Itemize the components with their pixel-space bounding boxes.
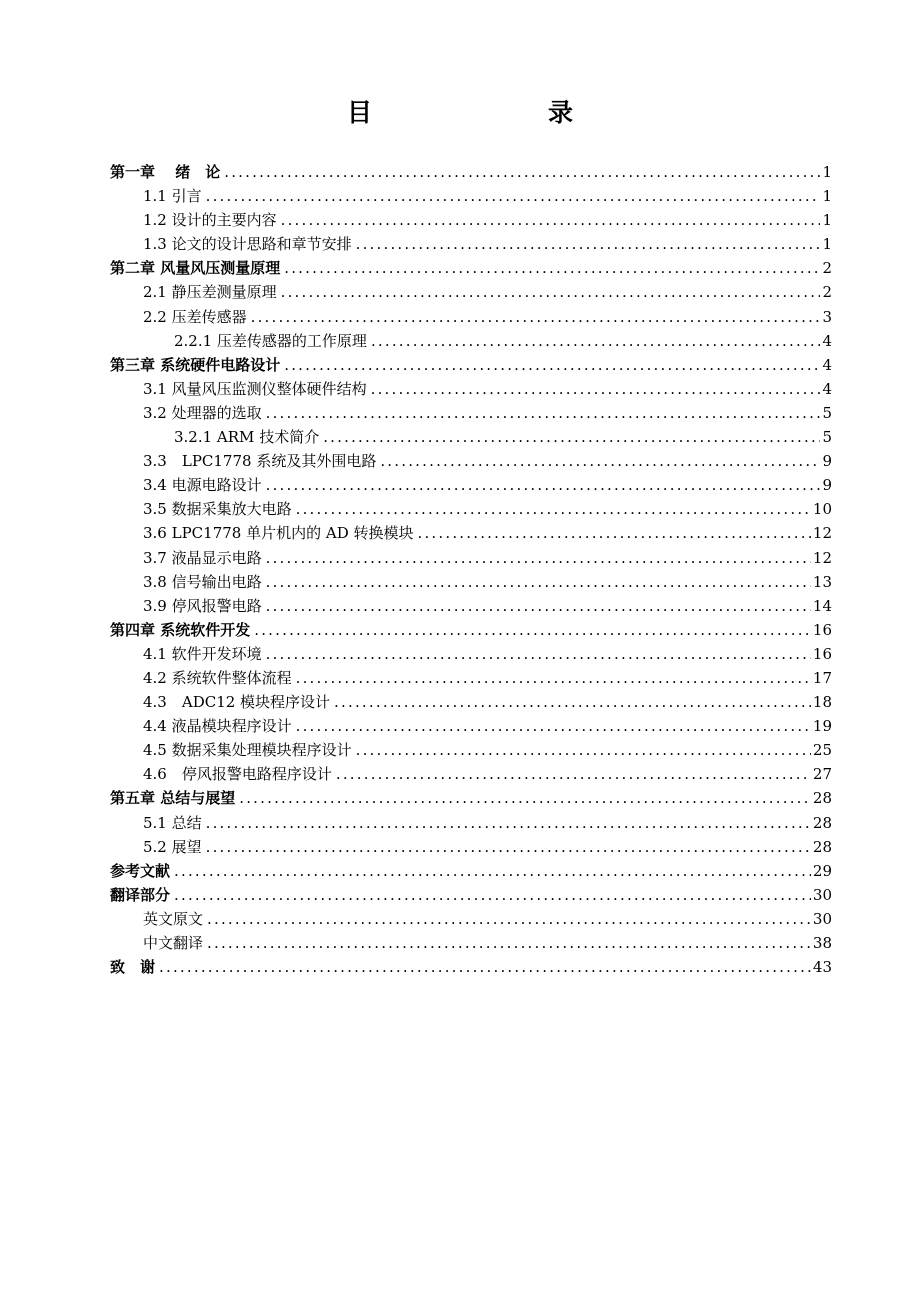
toc-section-entry[interactable]: [110, 184, 832, 208]
toc-entry-label: 1.1 引言: [143, 187, 202, 206]
toc-page-number: 14: [812, 596, 832, 615]
toc-page-number: 4: [822, 355, 832, 374]
toc-section-entry[interactable]: [110, 425, 832, 449]
toc-section-entry[interactable]: [110, 907, 832, 931]
toc-page-number: 30: [812, 909, 832, 928]
toc-chapter-entry[interactable]: [110, 955, 832, 979]
toc-entry-label: 4.1 软件开发环境: [143, 644, 262, 663]
toc-page-number: 28: [812, 789, 832, 808]
toc-section-entry[interactable]: [110, 497, 832, 521]
toc-page-number: 38: [812, 934, 832, 952]
toc-entry-label: 3.3 LPC1778 系统及其外围电路: [143, 452, 377, 471]
dot-leader: [266, 642, 811, 666]
dot-leader: [296, 497, 811, 521]
toc-page-number: 12: [812, 524, 832, 543]
toc-section-entry[interactable]: [110, 594, 832, 618]
toc-page-number: 16: [812, 644, 832, 663]
toc-section-entry[interactable]: [110, 835, 832, 859]
toc-entry-label: 3.5 数据采集放大电路: [143, 500, 292, 519]
toc-entry-label: 5.2 展望: [143, 837, 202, 856]
toc-section-entry[interactable]: [110, 642, 832, 666]
toc-page-number: 3: [822, 307, 832, 326]
toc-page-number: 5: [822, 428, 832, 447]
toc-entry-label: 3.9 停风报警电路: [143, 596, 262, 615]
toc-section-entry[interactable]: [110, 208, 832, 232]
dot-leader: [281, 280, 821, 304]
toc-section-entry[interactable]: [110, 232, 832, 256]
toc-entry-label: 2.1 静压差测量原理: [143, 283, 277, 302]
dot-leader: [224, 160, 820, 184]
toc-page-number: 16: [812, 620, 832, 639]
toc-section-entry[interactable]: [110, 546, 832, 570]
dot-leader: [380, 449, 820, 473]
dot-leader: [334, 690, 811, 714]
toc-entry-label: 3.6 LPC1778 单片机内的 AD 转换模块: [143, 524, 414, 543]
toc-page-number: 28: [812, 837, 832, 856]
toc-page-number: 9: [822, 452, 832, 471]
toc-entry-label: 3.7 液晶显示电路: [143, 548, 262, 567]
dot-leader: [336, 762, 811, 786]
toc-section-entry[interactable]: [110, 931, 832, 955]
dot-leader: [266, 570, 811, 594]
dot-leader: [266, 401, 821, 425]
toc-entry-label: 第二章 风量风压测量原理: [110, 259, 281, 278]
toc-entry-label: 4.3 ADC12 模块程序设计: [143, 693, 331, 712]
toc-page-number: 9: [822, 476, 832, 495]
toc-section-entry[interactable]: [110, 570, 832, 594]
toc-section-entry[interactable]: [110, 714, 832, 738]
toc-chapter-entry[interactable]: [110, 786, 832, 810]
toc-page-number: 4: [822, 331, 832, 350]
toc-entry-label: 5.1 总结: [143, 813, 202, 832]
dot-leader: [266, 473, 821, 497]
toc-page-number: 29: [812, 861, 832, 880]
toc-entry-label: 第三章 系统硬件电路设计: [110, 355, 281, 374]
toc-entry-label: 翻译部分: [110, 885, 171, 904]
dot-leader: [371, 377, 821, 401]
toc-entry-label: 2.2 压差传感器: [143, 307, 247, 326]
toc-page-number: 1: [822, 163, 832, 181]
toc-chapter-entry[interactable]: [110, 859, 832, 883]
dot-leader: [418, 521, 811, 545]
toc-page-number: 4: [822, 379, 832, 398]
dot-leader: [206, 811, 811, 835]
toc-page-number: 30: [812, 885, 832, 904]
toc-section-entry[interactable]: [110, 473, 832, 497]
toc-entry-label: 2.2.1 压差传感器的工作原理: [174, 331, 367, 350]
toc-section-entry[interactable]: [110, 449, 832, 473]
dot-leader: [371, 329, 821, 353]
table-of-contents: [110, 160, 832, 979]
toc-section-entry[interactable]: [110, 738, 832, 762]
dot-leader: [174, 859, 811, 883]
toc-section-entry[interactable]: [110, 690, 832, 714]
toc-entry-label: 3.1 风量风压监测仪整体硬件结构: [143, 379, 367, 398]
dot-leader: [296, 666, 811, 690]
toc-entry-label: 4.4 液晶模块程序设计: [143, 717, 292, 736]
toc-page-number: 1: [822, 235, 832, 254]
toc-page-number: 2: [822, 259, 832, 278]
toc-section-entry[interactable]: [110, 401, 832, 425]
toc-section-entry[interactable]: [110, 329, 832, 353]
toc-chapter-entry[interactable]: [110, 618, 832, 642]
dot-leader: [251, 305, 821, 329]
dot-leader: [159, 955, 811, 979]
toc-page-number: 25: [812, 741, 832, 760]
dot-leader: [356, 738, 811, 762]
toc-entry-label: 参考文献: [110, 861, 171, 880]
toc-page-number: 1: [822, 187, 832, 206]
dot-leader: [206, 835, 811, 859]
toc-chapter-entry[interactable]: [110, 353, 832, 377]
toc-page-number: 18: [812, 693, 832, 712]
dot-leader: [207, 907, 811, 931]
toc-title: 目 录: [346, 98, 615, 127]
toc-section-entry[interactable]: [110, 811, 832, 835]
toc-page-number: 27: [812, 765, 832, 784]
toc-entry-label: 中文翻译: [143, 934, 204, 952]
toc-page-number: 13: [812, 572, 832, 591]
toc-entry-label: 3.4 电源电路设计: [143, 476, 262, 495]
toc-page-number: 19: [812, 717, 832, 736]
toc-entry-label: 致 谢: [110, 958, 156, 977]
dot-leader: [239, 786, 811, 810]
toc-page-number: 43: [812, 958, 832, 977]
dot-leader: [254, 618, 811, 642]
toc-chapter-entry[interactable]: [110, 160, 832, 184]
dot-leader: [174, 883, 811, 907]
toc-section-entry[interactable]: [110, 666, 832, 690]
toc-page-number: 12: [812, 548, 832, 567]
toc-entry-label: 第一章 绪 论: [110, 163, 221, 181]
toc-entry-label: 3.2.1 ARM 技术简介: [174, 428, 320, 447]
toc-page-number: 28: [812, 813, 832, 832]
toc-entry-label: 英文原文: [143, 909, 204, 928]
dot-leader: [356, 232, 821, 256]
toc-entry-label: 第四章 系统软件开发: [110, 620, 251, 639]
toc-page-number: 2: [822, 283, 832, 302]
dot-leader: [284, 353, 820, 377]
toc-entry-label: 4.2 系统软件整体流程: [143, 668, 292, 687]
dot-leader: [323, 425, 820, 449]
dot-leader: [284, 256, 820, 280]
toc-chapter-entry[interactable]: [110, 256, 832, 280]
toc-section-entry[interactable]: [110, 280, 832, 304]
toc-page-number: 1: [822, 211, 832, 230]
toc-page-number: 10: [812, 500, 832, 519]
dot-leader: [281, 208, 821, 232]
toc-entry-label: 3.2 处理器的选取: [143, 403, 262, 422]
toc-section-entry[interactable]: [110, 377, 832, 401]
dot-leader: [207, 931, 811, 955]
toc-section-entry[interactable]: [110, 305, 832, 329]
toc-entry-label: 1.3 论文的设计思路和章节安排: [143, 235, 352, 254]
toc-section-entry[interactable]: [110, 521, 832, 545]
toc-page-number: 17: [812, 668, 832, 687]
dot-leader: [206, 184, 821, 208]
toc-page-number: 5: [822, 403, 832, 422]
toc-entry-label: 第五章 总结与展望: [110, 789, 236, 808]
toc-section-entry[interactable]: [110, 762, 832, 786]
toc-entry-label: 4.6 停风报警电路程序设计: [143, 765, 332, 784]
toc-entry-label: 3.8 信号输出电路: [143, 572, 262, 591]
toc-entry-label: 1.2 设计的主要内容: [143, 211, 277, 230]
toc-entry-label: 4.5 数据采集处理模块程序设计: [143, 741, 352, 760]
dot-leader: [296, 714, 811, 738]
toc-chapter-entry[interactable]: [110, 883, 832, 907]
dot-leader: [266, 546, 811, 570]
dot-leader: [266, 594, 811, 618]
